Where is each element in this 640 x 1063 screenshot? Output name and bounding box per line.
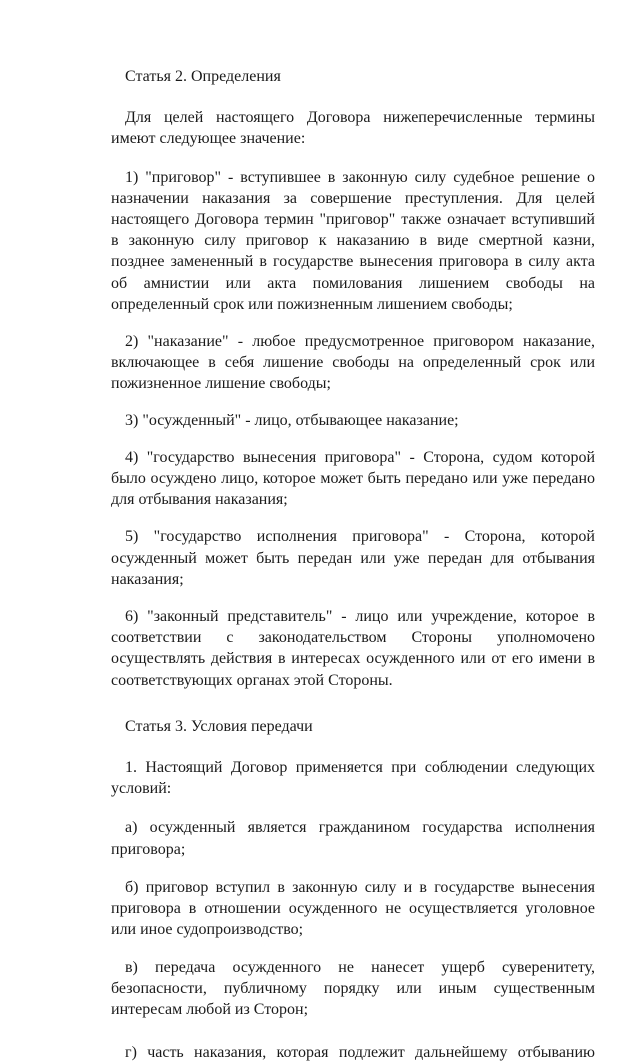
definition-4: 4) "государство вынесения приговора" - Сторона, судом которой было осуждено лицо, которое может быть передано или уже передано для отбывания наказания; — [111, 448, 595, 509]
condition-g: г) часть наказания, которая подлежит дальнейшему отбыванию — [125, 1044, 595, 1062]
definition-1: 1) "приговор" - вступившее в законную силу судебное решение о назначении наказания за совершение преступления. Для целей настоящего Договора термин "приговор" также означает вступивший в законную силу приговор к наказанию в виде смертной казни, позднее замененный в государстве вынесения приговора в силу акта об амнистии или акта помилования лишением свободы на определенный срок или пожизненным лишением свободы; — [111, 168, 595, 313]
definition-6: 6) "законный представитель" - лицо или учреждение, которое в соответствии с законодательством Стороны уполномочено осуществлять действия в интересах осужденного или от его имени в соответствующих органах этой Стороны. — [111, 608, 595, 689]
definition-3: 3) "осужденный" - лицо, отбывающее наказание; — [125, 411, 459, 429]
article-2-intro: Для целей настоящего Договора нижеперечисленные термины имеют следующее значение: — [111, 109, 595, 148]
article-3-heading: Статья 3. Условия передачи — [125, 717, 313, 735]
condition-b: б) приговор вступил в законную силу и в государстве вынесения приговора в отношении осужденного не осуществляется уголовное или иное судопроизводство; — [111, 878, 595, 939]
definition-2: 2) "наказание" - любое предусмотренное приговором наказание, включающее в себя лишение свободы на определенный срок или пожизненное лишение свободы; — [111, 333, 595, 393]
text-column — [111, 66, 595, 1063]
article-3-intro: 1. Настоящий Договор применяется при соблюдении следующих условий: — [111, 759, 595, 798]
condition-a: а) осужденный является гражданином государства исполнения приговора; — [111, 819, 595, 858]
definition-5: 5) "государство исполнения приговора" - Сторона, которой осужденный может быть передан или уже передан для отбывания наказания; — [111, 528, 595, 588]
condition-v: в) передача осужденного не нанесет ущерб суверенитету, безопасности, публичному порядку или иным существенным интересам любой из Сторон; — [111, 958, 595, 1018]
article-2-heading: Статья 2. Определения — [125, 68, 281, 85]
